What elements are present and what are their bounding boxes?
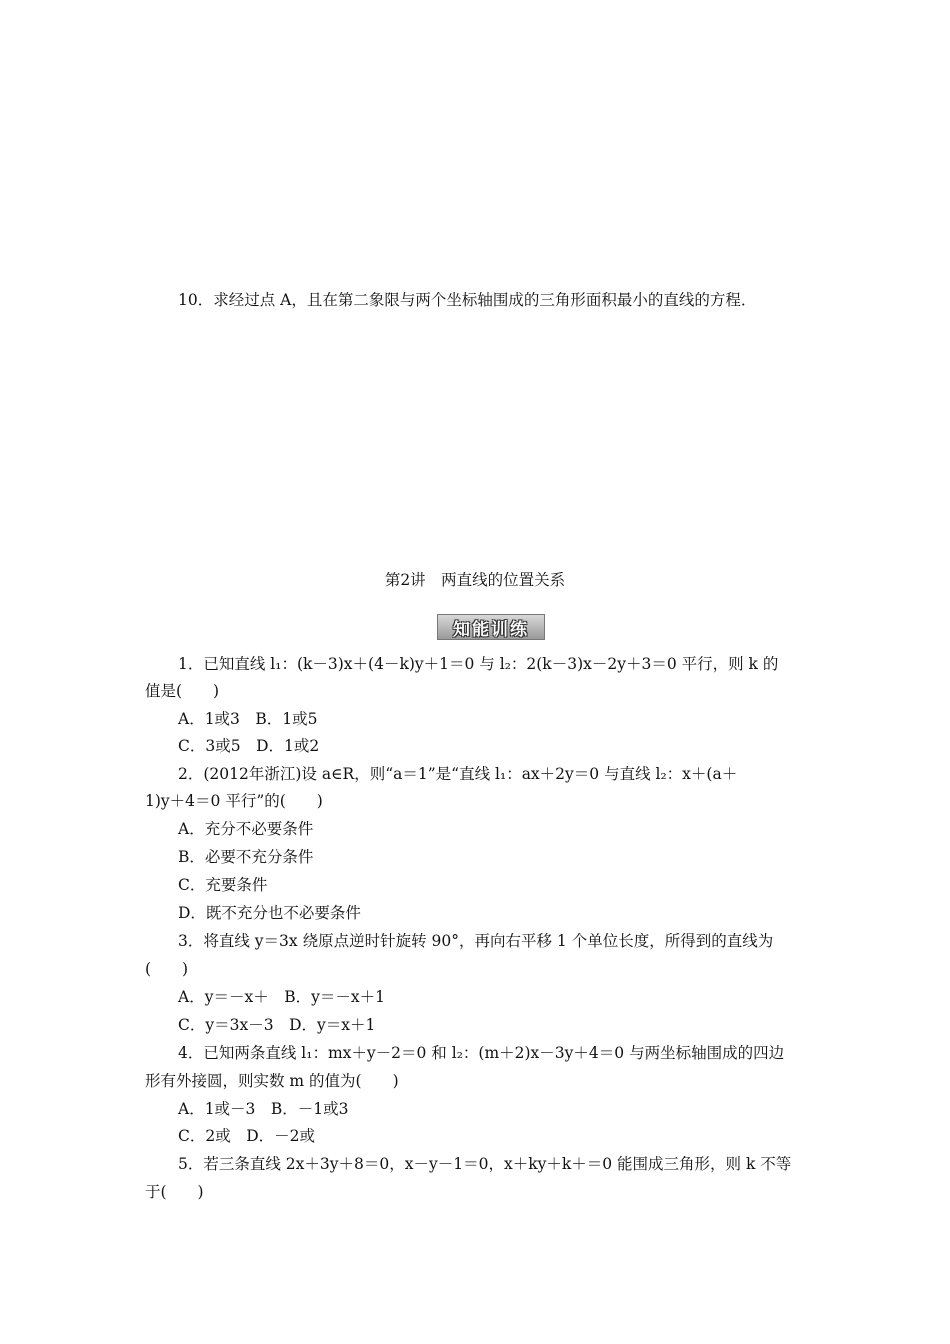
q2-option-b: B．必要不充分条件	[178, 848, 314, 866]
q3-options-cd: C．y＝3x－3 D．y＝x＋1	[178, 1016, 376, 1034]
banner-label: 知能训练	[453, 619, 529, 640]
question-10: 10．求经过点 A，且在第二象限与两个坐标轴围成的三角形面积最小的直线的方程．	[178, 291, 757, 309]
q2-option-c: C．充要条件	[178, 876, 268, 894]
q1-options-ab: A．1或3 B．1或5	[178, 710, 318, 728]
q4-options-cd: C．2或 D．－2或	[178, 1127, 316, 1145]
section-banner	[437, 614, 545, 640]
q1-line2: 值是( )	[145, 682, 220, 700]
q4-options-ab: A．1或－3 B．－1或3	[178, 1100, 349, 1118]
q3-line2: ( )	[145, 960, 189, 978]
section-title: 第2讲 两直线的位置关系	[384, 571, 566, 589]
q4-line1: 4．已知两条直线 l₁：mx＋y－2＝0 和 l₂：(m＋2)x－3y＋4＝0 与两坐标轴围成的四边	[178, 1044, 785, 1062]
q4-line2: 形有外接圆，则实数 m 的值为( )	[145, 1072, 399, 1090]
q5-line2: 于( )	[145, 1183, 204, 1201]
q1-options-cd: C．3或5 D．1或2	[178, 737, 320, 755]
q1-line1: 1．已知直线 l₁：(k－3)x＋(4－k)y＋1＝0 与 l₂：2(k－3)x－2y＋3＝0 平行，则 k 的	[178, 655, 779, 673]
q5-line1: 5．若三条直线 2x＋3y＋8＝0，x－y－1＝0，x＋ky＋k＋＝0 能围成三角形，则 k 不等	[178, 1155, 792, 1173]
q3-line1: 3．将直线 y＝3x 绕原点逆时针旋转 90°，再向右平移 1 个单位长度，所得到的直线为	[178, 932, 774, 950]
q2-option-d: D．既不充分也不必要条件	[178, 904, 361, 922]
q2-line2: 1)y＋4＝0 平行”的( )	[145, 792, 323, 810]
q3-options-ab: A．y＝－x＋ B．y＝－x＋1	[178, 988, 385, 1006]
q2-line1: 2．(2012年浙江)设 a∈R，则“a＝1”是“直线 l₁：ax＋2y＝0 与直线 l₂：x＋(a＋	[178, 765, 738, 783]
q2-option-a: A．充分不必要条件	[178, 820, 314, 838]
